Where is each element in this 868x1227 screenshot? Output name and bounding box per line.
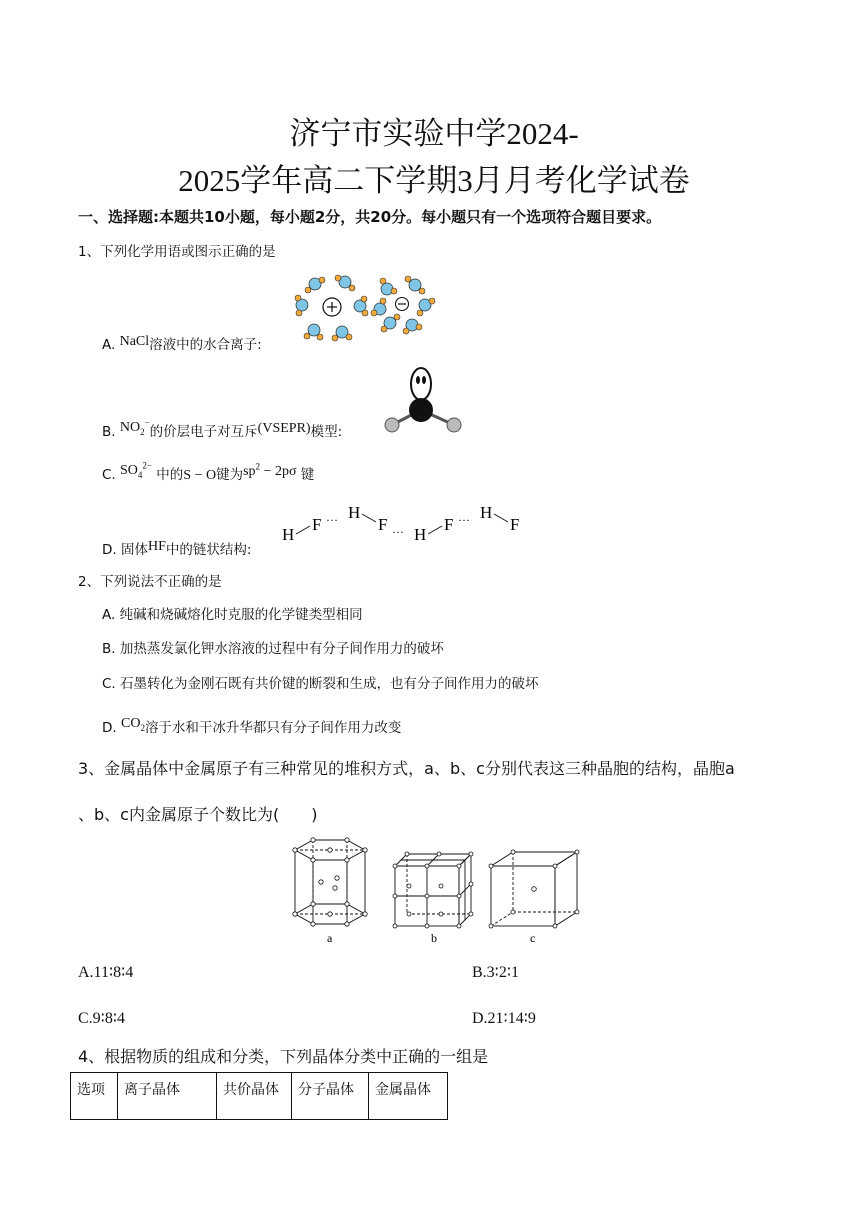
- hf-atom-h: H: [348, 503, 361, 522]
- crystal-cells-figure: [285, 832, 585, 950]
- q1-b-formula: NO: [119, 420, 141, 435]
- question-4-stem: 4、根据物质的组成和分类，下列晶体分类中正确的一组是: [78, 1047, 489, 1066]
- q2-d-prefix: D.: [102, 720, 117, 736]
- table-header-cell: 共价晶体: [217, 1073, 292, 1120]
- hf-atom-h: H: [480, 503, 493, 522]
- svg-text:···: ···: [392, 525, 404, 539]
- q1-c-orbital-sup: 2: [255, 461, 261, 472]
- q1-a-formula: NaCl: [119, 334, 150, 349]
- q1-option-a: [102, 333, 262, 354]
- hydrated-anion: [371, 276, 435, 334]
- hydrated-ions-figure: [290, 270, 450, 345]
- hydrated-cation: [295, 275, 368, 341]
- q2-option-b: B. 加热蒸发氯化钾水溶液的过程中有分子间作用力的破坏: [102, 641, 444, 657]
- q1-c-sub: 4: [137, 469, 143, 480]
- svg-text:···: ···: [326, 513, 338, 527]
- vsepr-model-figure: [380, 362, 470, 437]
- q2-option-d: [102, 716, 401, 738]
- q1-b-vsepr: (VSEPR): [257, 421, 311, 436]
- question-2-stem: 2、下列说法不正确的是: [78, 574, 222, 590]
- q2-d-formula: CO: [120, 716, 141, 731]
- unit-cell-a: [293, 838, 367, 926]
- q3-option-d: D.21∶14∶9: [472, 1010, 536, 1027]
- hf-atom-f: F: [312, 515, 322, 534]
- q1-b-sup: −: [144, 417, 150, 428]
- q2-d-text: 溶于水和干冰升华都只有分子间作用力改变: [144, 720, 402, 736]
- q2-d-sub: 2: [140, 722, 145, 733]
- question-3-line1: 3、金属晶体中金属原子有三种常见的堆积方式，a、b、c分别代表这三种晶胞的结构，晶胞a: [78, 759, 735, 778]
- unit-cell-c: [489, 850, 579, 928]
- q3-option-b: B.3∶2∶1: [472, 964, 519, 981]
- table-header-row: [71, 1073, 448, 1120]
- q1-c-bond: S − O: [183, 468, 217, 483]
- page-title-line1: 济宁市实验中学2024-: [289, 116, 579, 151]
- q2-option-c: C. 石墨转化为金刚石既有共价键的断裂和生成，也有分子间作用力的破坏: [102, 676, 539, 692]
- q1-c-text3: 键: [300, 467, 315, 483]
- hf-atom-f: F: [378, 515, 388, 534]
- q1-d-formula: HF: [147, 539, 166, 554]
- table-header-cell: 金属晶体: [369, 1073, 448, 1120]
- q1-b-text1: 的价层电子对互斥: [149, 424, 258, 440]
- hf-atom-f: F: [444, 515, 454, 534]
- q1-d-text1: 固体: [120, 542, 148, 558]
- fig-label-a: a: [327, 931, 333, 945]
- q1-c-formula: SO: [120, 463, 138, 478]
- hf-atom-h: H: [282, 525, 295, 544]
- question-1-stem: 1、下列化学用语或图示正确的是: [78, 244, 276, 260]
- q1-b-prefix: B.: [102, 424, 116, 440]
- table-header-cell: 分子晶体: [292, 1073, 369, 1120]
- question-3-line2: 、b、c内金属原子个数比为( ): [78, 805, 318, 824]
- q1-c-text2: 键为: [216, 467, 244, 483]
- fig-label-c: c: [530, 931, 536, 945]
- q1-b-text2: 模型:: [310, 424, 343, 440]
- table-header-cell: 选项: [71, 1073, 118, 1120]
- q2-option-a: A. 纯碱和烧碱熔化时克服的化学键类型相同: [102, 607, 363, 623]
- q3-option-a: A.11∶8∶4: [78, 964, 134, 981]
- q1-a-prefix: A.: [102, 337, 116, 353]
- q1-a-text: 溶液中的水合离子:: [149, 337, 262, 353]
- q1-d-prefix: D.: [102, 542, 117, 558]
- q1-c-orbital-rest: − 2pσ: [260, 464, 297, 479]
- q1-c-orbital: sp: [243, 464, 256, 479]
- q1-option-c: [102, 460, 315, 485]
- hf-atom-h: H: [414, 525, 427, 544]
- q1-option-b: [102, 417, 343, 442]
- table-header-cell: 离子晶体: [118, 1073, 217, 1120]
- q1-option-d: [102, 538, 251, 559]
- q1-c-prefix: C.: [102, 467, 116, 483]
- hf-atom-f: F: [510, 515, 520, 534]
- section-heading: 一、选择题:本题共10小题，每小题2分，共20分。每小题只有一个选项符合题目要求。: [78, 208, 662, 226]
- page-title-line2: 2025学年高二下学期3月月考化学试卷: [178, 163, 690, 198]
- hf-chain-figure: [276, 498, 536, 548]
- unit-cell-b: [393, 852, 473, 928]
- crystal-classification-table: [70, 1072, 448, 1120]
- q1-c-sup: 2−: [142, 460, 152, 471]
- q1-d-text2: 中的链状结构:: [165, 542, 252, 558]
- svg-text:···: ···: [458, 513, 470, 527]
- q1-c-text1: 中的: [156, 467, 184, 483]
- q1-b-sub: 2: [140, 426, 145, 437]
- fig-label-b: b: [431, 931, 437, 945]
- q3-option-c: C.9∶8∶4: [78, 1010, 125, 1027]
